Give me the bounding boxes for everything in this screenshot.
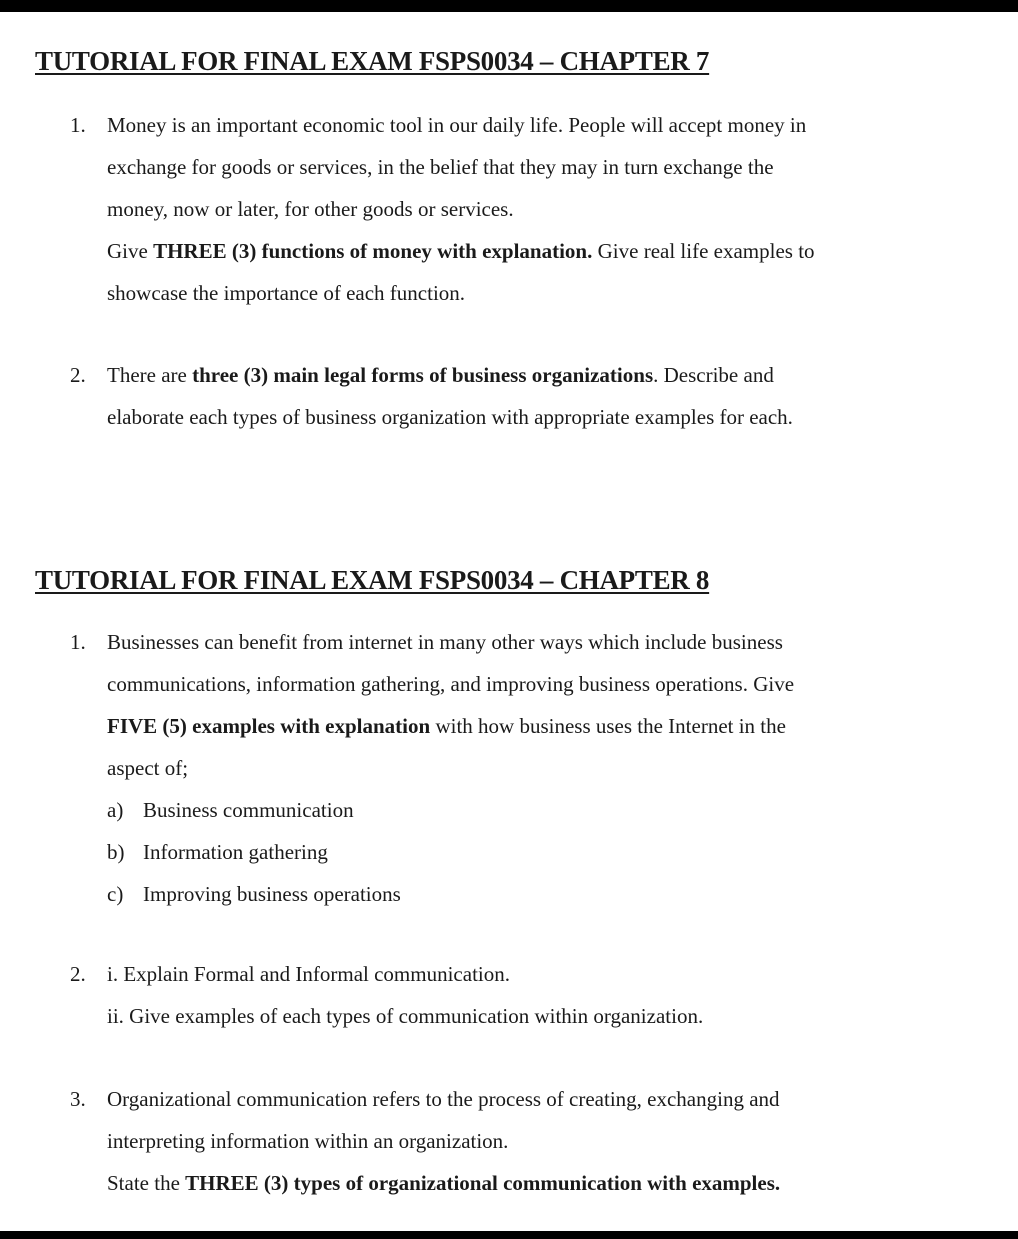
sub-item-text: Business communication bbox=[143, 798, 354, 822]
question-number: 1. bbox=[70, 630, 86, 654]
question-text: . Describe and bbox=[653, 363, 774, 387]
sub-item-text: Information gathering bbox=[143, 840, 328, 864]
question-instruction bbox=[107, 230, 947, 272]
question-line: Organizational communication refers to the process of creating, exchanging and bbox=[107, 1087, 780, 1111]
chapter-7-title: TUTORIAL FOR FINAL EXAM FSPS0034 – CHAPTER 7 bbox=[35, 46, 710, 76]
question-line: Businesses can benefit from internet in many other ways which include business bbox=[107, 630, 783, 654]
instruction-text: State the bbox=[107, 1171, 186, 1195]
question-body bbox=[107, 104, 947, 314]
question-line: showcase the importance of each function. bbox=[107, 281, 466, 305]
sub-item-b bbox=[107, 831, 947, 873]
instruction-text: Give real life examples to bbox=[592, 239, 815, 263]
question-line: interpreting information within an organization. bbox=[107, 1129, 509, 1153]
question-bold: three (3) main legal forms of business organizations bbox=[192, 363, 654, 387]
question-line: money, now or later, for other goods or services. bbox=[107, 197, 514, 221]
question-text: There are bbox=[107, 363, 193, 387]
sub-item-label: a) bbox=[107, 798, 124, 822]
question-body bbox=[107, 621, 947, 915]
question-number: 1. bbox=[70, 113, 86, 137]
question-line: communications, information gathering, and improving business operations. Give bbox=[107, 672, 795, 696]
instruction-text: Give bbox=[107, 239, 154, 263]
question-number: 3. bbox=[70, 1087, 86, 1111]
question-bold: FIVE (5) examples with explanation bbox=[107, 714, 431, 738]
instruction-bold: THREE (3) types of organizational communication with examples. bbox=[185, 1171, 781, 1195]
chapter-8-title: TUTORIAL FOR FINAL EXAM FSPS0034 – CHAPTER 8 bbox=[35, 565, 710, 595]
question-number: 2. bbox=[70, 363, 86, 387]
sub-item-c bbox=[107, 873, 947, 915]
question-line: Money is an important economic tool in our daily life. People will accept money in bbox=[107, 113, 807, 137]
question-line: ii. Give examples of each types of communication within organization. bbox=[107, 1004, 704, 1028]
question-line bbox=[107, 705, 947, 747]
question-body bbox=[107, 354, 947, 438]
sub-item-text: Improving business operations bbox=[143, 882, 401, 906]
question-line: aspect of; bbox=[107, 756, 189, 780]
question-line: i. Explain Formal and Informal communication. bbox=[107, 962, 510, 986]
question-text: with how business uses the Internet in the bbox=[430, 714, 786, 738]
question-number: 2. bbox=[70, 962, 86, 986]
sub-item-label: c) bbox=[107, 882, 124, 906]
question-line: elaborate each types of business organization with appropriate examples for each. bbox=[107, 405, 793, 429]
bottom-black-border bbox=[0, 1231, 1018, 1239]
question-body bbox=[107, 953, 947, 1037]
sub-item-label: b) bbox=[107, 840, 125, 864]
question-line: exchange for goods or services, in the belief that they may in turn exchange the bbox=[107, 155, 774, 179]
question-instruction bbox=[107, 1162, 947, 1204]
instruction-bold: THREE (3) functions of money with explanation. bbox=[153, 239, 593, 263]
sub-item-a bbox=[107, 789, 947, 831]
question-line bbox=[107, 354, 947, 396]
question-body bbox=[107, 1078, 947, 1204]
